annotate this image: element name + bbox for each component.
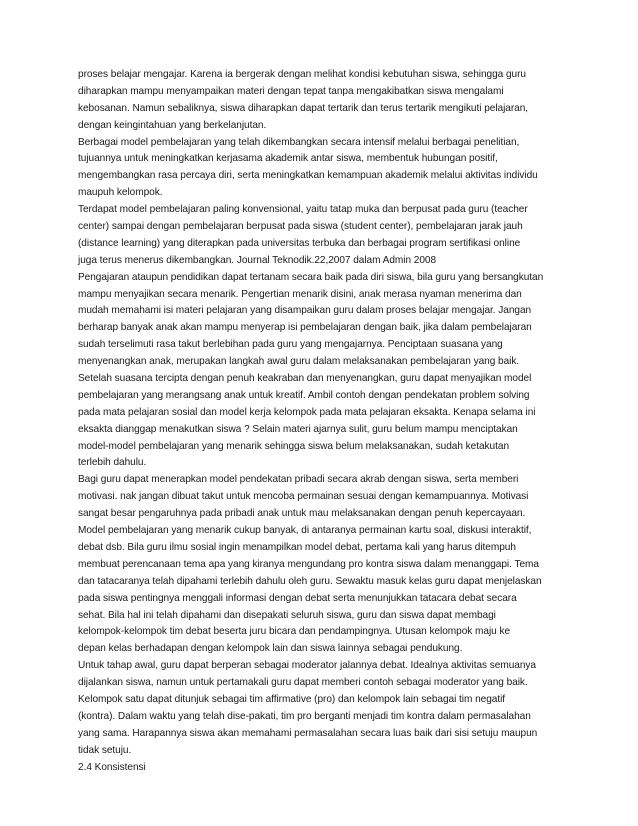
text-line: sehat. Bila hal ini telah dipahami dan disepakati seluruh siswa, guru dan siswa dapat membagi	[78, 609, 496, 621]
text-line: proses belajar mengajar. Karena ia bergerak dengan melihat kondisi kebutuhan siswa, sehingga guru	[78, 69, 526, 80]
text-line: tujuannya untuk meningkatkan kerjasama akademik antar siswa, membentuk hubungan positif,	[78, 153, 498, 165]
text-line: pembelajaran yang merangsang anak untuk kreatif. Ambil contoh dengan pendekatan problem solving	[78, 389, 530, 401]
text-line: Kelompok satu dapat ditunjuk sebagai tim affirmative (pro) dan kelompok lain sebagai tim negatif	[78, 693, 506, 705]
text-line: depan kelas berhadapan dengan kelompok lain dan siswa lainnya sebagai pendukung.	[78, 643, 463, 655]
text-line: dijalankan siswa, namun untuk pertamakali guru dapat memberi contoh sebagai moderator yang baik.	[78, 677, 528, 689]
text-line: membuat perencanaan tema apa yang kiranya mengundang pro kontra siswa dalam menanggapi. Tema	[78, 558, 539, 570]
text-line: Untuk tahap awal, guru dapat berperan sebagai moderator jalannya debat. Idealnya aktivitas semuanya	[78, 660, 536, 672]
text-line: Model pembelajaran yang menarik cukup banyak, di antaranya permainan kartu soal, diskusi interaktif,	[78, 525, 532, 537]
text-line: terlebih dahulu.	[78, 457, 147, 469]
text-line: Berbagai model pembelajaran yang telah dikembangkan secara intensif melalui berbagai penelitian,	[78, 136, 520, 148]
text-line: juga terus menerus dikembangkan. Journal Teknodik.22,2007 dalam Admin 2008	[78, 254, 437, 266]
text-line: diharapkan mampu menyampaikan materi dengan tepat tanpa mengakibatkan siswa mengalami	[78, 85, 504, 97]
text-line: dan tatacaranya telah dipahami terlebih dahulu oleh guru. Sewaktu masuk kelas guru dapat menjelaskan	[78, 575, 542, 587]
text-line: Bagi guru dapat menerapkan model pendekatan pribadi secara akrab dengan siswa, serta memberi	[78, 474, 519, 486]
text-line: (distance learning) yang diterapkan pada universitas terbuka dan berbagai program sertifikasi online	[78, 237, 521, 249]
text-line: model-model pembelajaran yang menarik sehingga siswa belum melaksanakan, sudah ketakutan	[78, 440, 510, 452]
text-line: Terdapat model pembelajaran paling konvensional, yaitu tatap muka dan berpusat pada guru (teacher	[78, 204, 528, 216]
text-line: mudah memahami isi materi pelajaran yang disampaikan guru dalam proses belajar mengajar. Jangan	[78, 305, 532, 317]
text-line: sangat besar pengaruhnya pada pribadi anak untuk mau melaksanakan dengan penuh kepercayaan.	[78, 508, 526, 520]
text-line: mengembangkan rasa percaya diri, serta meningkatkan kemampuan akademik melalui aktivitas individu	[78, 170, 538, 182]
text-line: yang sama. Harapannya siswa akan memahami permasalahan secara luas baik dari sisi setuju maupun	[78, 727, 538, 739]
text-line: kebosanan. Namun sebaliknya, siswa diharapkan dapat tertarik dan terus tertarik mengikuti pelajaran,	[78, 102, 529, 114]
text-line: pada siswa pentingnya menggali informasi dengan debat serta menunjukkan tatacara debat secara	[78, 592, 517, 604]
text-line: debat dsb. Bila guru ilmu sosial ingin menampilkan model debat, pertama kali yang harus ditempuh	[78, 541, 516, 553]
text-line: Pengajaran ataupun pendidikan dapat tertanam secara baik pada diri siswa, bila guru yang bersangkutan	[78, 271, 544, 283]
section-heading: 2.4 Konsistensi	[78, 761, 146, 773]
text-line: (kontra). Dalam waktu yang telah dise-pakati, tim pro berganti menjadi tim kontra dalam permasalahan	[78, 710, 531, 722]
text-line: dengan keingintahuan yang berkelanjutan.	[78, 119, 267, 131]
text-line: tidak setuju.	[78, 744, 132, 756]
text-line: menyenangkan anak, merupakan langkah awal guru dalam melaksanakan pembelajaran yang baik.	[78, 356, 520, 368]
text-line: kelompok-kelompok tim debat beserta juru bicara dan pendampingnya. Utusan kelompok maju ke	[78, 626, 511, 638]
text-line: berharap banyak anak akan mampu menyerap isi pembelajaran dengan baik, jika dalam pembelajaran	[78, 322, 532, 334]
text-line: maupuh kelompok.	[78, 187, 163, 199]
text-line: eksakta dianggap menakutkan siswa ? Selain materi ajarnya sulit, guru belum mampu menciptakan	[78, 423, 518, 435]
text-line: motivasi. nak jangan dibuat takut untuk mencoba permainan sesuai dengan kemampuannya. Motivasi	[78, 491, 529, 503]
text-line: sudah terselimuti rasa takut berlebihan pada guru yang mengajarnya. Penciptaan suasana yang	[78, 339, 503, 351]
text-line: Setelah suasana tercipta dengan penuh keakraban dan menyenangkan, guru dapat menyajikan model	[78, 373, 532, 385]
text-line: pada mata pelajaran sosial dan model kerja kelompok pada mata pelajaran eksakta. Kenapa selama ini	[78, 406, 536, 418]
text-line: mampu menyajikan secara menarik. Pengertian menarik disini, anak merasa nyaman menerima dan	[78, 288, 522, 300]
text-line: center) sampai dengan pembelajaran berpusat pada siswa (student center), pembelajaran jarak jauh	[78, 221, 523, 233]
body-text	[78, 67, 578, 776]
